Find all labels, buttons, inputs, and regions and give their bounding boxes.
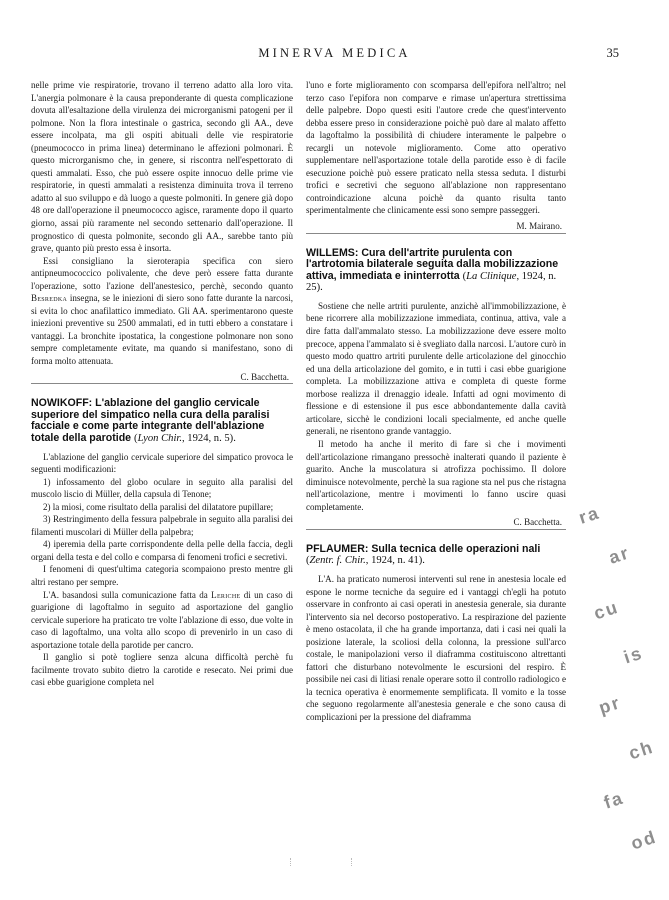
signature: C. Bacchetta. (513, 517, 562, 528)
article-author: NOWIKOFF (31, 397, 89, 410)
article-heading: NOWIKOFF: L'ablazione del ganglio cervicale superiore del simpatico nella cura della paralisi facciale e come parte integrante dell'ablazione totale della parotide (Lyon Chir., 1924, n. 5). (31, 397, 270, 444)
cited-author: Leriche (211, 589, 241, 600)
signature: M. Mairano. (516, 221, 562, 232)
list-item: 4) iperemia della parte corrispondente della pelle della faccia, degli organi della testa e del collo e comparsa di fenomeni trofici e secretivi. (31, 539, 293, 562)
list-item: 2) la miosi, come risultato della paralisi del dilatatore pupillare; (43, 501, 274, 512)
bleed-mark: pr (596, 692, 624, 718)
page-number: 35 (606, 46, 619, 60)
right-column (306, 79, 566, 724)
article-author: WILLEMS (306, 246, 355, 259)
journal-citation: Zentr. f. Chir. (309, 555, 366, 567)
divider (306, 233, 566, 234)
paragraph: I fenomeni di quest'ultima categoria scompaiono presto mentre gli altri restano per sempre. (31, 564, 293, 587)
list-item: 3) Restringimento della fessura palpebrale in seguito alla paralisi dei filamenti muscolari di Müller della palpebra; (31, 514, 293, 537)
bleed-mark: ch (626, 736, 657, 764)
cited-author: Besredka (31, 293, 68, 304)
paragraph: Il metodo ha anche il merito di fare sì che i movimenti dell'articolazione rimangano pressochè inalterati quando il paziente è guarito. Anche la muscolatura si atrofizza pochissimo. Il dolore diminuisce notevolmente, perchè la sua ragione sta nel pus che ristagna nell'articolazione, mentre i movimenti lo fanno uscire quasi completamente. (306, 438, 566, 512)
list-item: 1) infossamento del globo oculare in seguito alla paralisi del muscolo liscio di Müller, della capsula di Tenone; (31, 476, 293, 500)
paragraph: Il ganglio si potè togliere senza alcuna difficoltà perchè fu facilmente trovato subito dietro la carotide e resecato. Nei primi due casi ebbe guarigione completa nel (31, 652, 293, 688)
paragraph: Essi consigliano la sieroterapia specifica con siero antipneumococcico polivalente, che deve però essere fatta durante l'operazione, sotto l'azione dell'anestesico, perchè, secondo quanto Besredka insegna, se le iniezioni di siero sono fatte durante la narcosi, si evita lo choc anafilattico immediato. Gli AA. sperimentarono queste iniezioni preventive su 2500 ammalati, ed in tutti ebbero a constatare i vantaggi. La bronchite ipostatica, la congestione polmonare non sono sempre completamente evitate, ma quando si manifestano, sono di forma molto attenuata. (31, 255, 293, 367)
bleed-mark: ra (576, 502, 603, 528)
bleed-mark: is (621, 642, 646, 668)
bleed-mark: ar (606, 542, 633, 568)
bleed-mark: fa (601, 787, 627, 813)
bleed-mark: cu (591, 596, 622, 624)
bleed-mark: od (628, 826, 660, 854)
left-column (31, 79, 293, 689)
paragraph: L'A. ha praticato numerosi interventi sul rene in anestesia locale ed espone le norme tecniche da seguire ed i vantaggi ch'egli ha potuto osservare in confronto ai casi operati in anestesia generale, sia durante l'intervento sia nel decorso postoperativo. La respirazione del paziente è meno ostacolata, il che ha grande importanza, dati i casi nei quali la posizione laterale, la scoliosi della colonna, la pressione sull'arco costale, le manipolazioni verso il diaframma costituiscono altrettanti fattori che disturbano notevolmente le escursioni del respiro. È possibile nei casi di litiasi renale operare sotto il controllo radiologico e la tecnica operativa è enormemente semplificata. Il vomito e la tosse che seguono regolarmente all'anestesia generale e che sono causa di complicazioni per la pressione del diaframma (306, 573, 566, 722)
journal-citation: Lyon Chir. (137, 432, 182, 444)
signature: C. Bacchetta. (240, 371, 289, 382)
journal-title: MINERVA MEDICA (258, 46, 411, 60)
paragraph: L'A. basandosi sulla comunicazione fatta da Leriche di un caso di guarigione di lagoftalmo in seguito ad asportazione del ganglio cervicale superiore ha praticato tre volte l'ablazione di esso, due volte in caso di lagoftalmo, una volta allo scopo di prevenirlo in un caso di asportazione totale della parotide per cancro. (31, 589, 293, 650)
running-header (0, 46, 669, 64)
paragraph: nelle prime vie respiratorie, trovano il terreno adatto alla loro vita. L'anergia polmonare è la causa preponderante di questa complicazione dovuta all'esaltazione della virulenza dei microrganismi patogeni per il polmone. Non la flora intestinale o gastrica, secondo gli AA., deve essere incolpata, ma gli ospiti abituali delle vie respiratorie (pneumococco in prima linea) determinano le affezioni polmonari. È questo microrganismo che, in genere, si riscontra nell'espettorato di questi ammalati. Esso, che può essere ospite innocuo delle prime vie respiratorie, in questi ammalati a resistenza diminuita trova il terreno adatto al suo sviluppo e dà luogo a queste polmoniti. In genere già dopo 48 ore dall'operazione il pneumococco agisce, raramente dopo il quarto giorno, assai più raramente nel secondo settenario dall'operazione. Il prognostico di questa polmonite, secondo gli AA., sarebbe tanto più grave, quanto più presto essa è insorta. (31, 80, 293, 254)
divider (306, 529, 566, 530)
divider (31, 383, 293, 384)
paragraph: L'ablazione del ganglio cervicale superiore del simpatico provoca le seguenti modificazioni: (31, 451, 293, 475)
journal-citation: La Clinique (466, 270, 517, 282)
page-footer-mark (290, 858, 352, 866)
article-author: PFLAUMER (306, 542, 365, 555)
article-heading: WILLEMS: Cura dell'artrite purulenta con l'artrotomia bilaterale seguita dalla mobilizzazione attiva, immediata e ininterrotta (La Clinique, 1924, n. 25). (306, 246, 559, 294)
paragraph: l'uno e forte miglioramento con scomparsa dell'epifora nell'altro; nel terzo caso l'epifora non comparve e rimase un'apertura strettissima delle palpebre. Dopo questi esiti l'autore crede che quest'intervento debba essere preso in considerazione poichè può dare al malato affetto da lagoftalmo la possibilità di chiudere interamente le palpebre o recargli un notevole miglioramento. Come atto operativo supplementare nell'asportazione totale della parotide esso è di facile esecuzione poichè può essere praticato nella stessa seduta. I disturbi trofici e secretivi che seguono all'ablazione non rappresentano controindicazione alcuna poichè da quanto risulta tanto sperimentalmente che clinicamente essi sono sempre passeggeri. (306, 80, 566, 216)
paragraph: Sostiene che nelle artriti purulente, anzichè all'immobilizzazione, è bene ricorrere alla mobilizzazione immediata, continua, attiva, vale a dire fatta dall'ammalato stesso. La mobilizzazione deve essere molto precoce, appena l'ammalato si è svegliato dalla narcosi. L'autore curò in questo modo quattro artriti purulente delle articolazione del ginocchio ed una della articolazione del gomito, e in tutti i casi ebbe guarigione completa. La mobilizzazione attiva e completa di queste forme morbose realizza il drenaggio ideale. Infatti ad ogni movimento di flessione e di estensione il pus esce abbondantemente dalla cavità articolare, sicchè le condizioni locali specialmente, ed anche quelle generali, ne risentono grande vantaggio. (306, 300, 566, 437)
article-heading: PFLAUMER: Sulla tecnica delle operazioni nali (Zentr. f. Chir., 1924, n. 41). (306, 542, 541, 567)
